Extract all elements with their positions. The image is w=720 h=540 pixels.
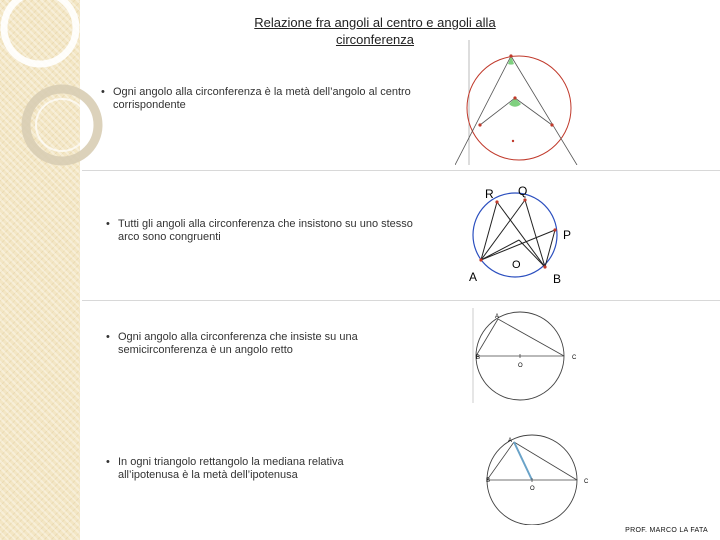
- author-footer: PROF. MARCO LA FATA: [625, 527, 708, 534]
- label-R: R: [485, 187, 494, 201]
- label-B: B: [486, 478, 491, 484]
- label-B: B: [553, 272, 562, 286]
- bullet-marker: •: [101, 86, 105, 98]
- divider: [82, 170, 720, 171]
- label-O: O: [512, 259, 521, 271]
- label-P: P: [563, 228, 572, 242]
- bullet-marker: •: [106, 331, 110, 343]
- bullet-marker: •: [106, 456, 110, 468]
- figure-right-angle-semicircle: [468, 308, 588, 403]
- bullet-4: [106, 456, 398, 482]
- figure-central-angle: [455, 40, 585, 165]
- bullet-1: [101, 86, 413, 112]
- label-O: O: [530, 486, 535, 492]
- label-A: A: [469, 270, 478, 284]
- bullet-3: [106, 331, 413, 357]
- divider: [82, 300, 720, 301]
- figure-inscribed-angles: [463, 180, 583, 290]
- bullet-3-text: Ogni angolo alla circonferenza che insiste su una semicirconferenza è un angolo retto: [118, 331, 358, 356]
- label-A: A: [495, 314, 500, 320]
- bullet-2: [106, 218, 413, 244]
- label-Q: Q: [518, 184, 528, 198]
- bullet-2-text: Tutti gli angoli alla circonferenza che insistono su uno stesso arco sono congruenti: [118, 218, 413, 243]
- figure-median-hypotenuse: [480, 430, 600, 525]
- slide-title: Relazione fra angoli al centro e angoli alla circonferenza: [254, 15, 496, 47]
- label-C: C: [584, 479, 589, 485]
- bullet-1-text: Ogni angolo alla circonferenza è la metà dell’angolo al centro corrispondente: [113, 86, 411, 111]
- label-B: B: [476, 355, 481, 361]
- bullet-marker: •: [106, 218, 110, 230]
- bullet-4-text: In ogni triangolo rettangolo la mediana relativa all’ipotenusa è la metà dell’ipotenusa: [118, 456, 344, 481]
- label-O: O: [518, 363, 523, 369]
- label-A: A: [508, 438, 513, 444]
- label-C: C: [572, 355, 577, 361]
